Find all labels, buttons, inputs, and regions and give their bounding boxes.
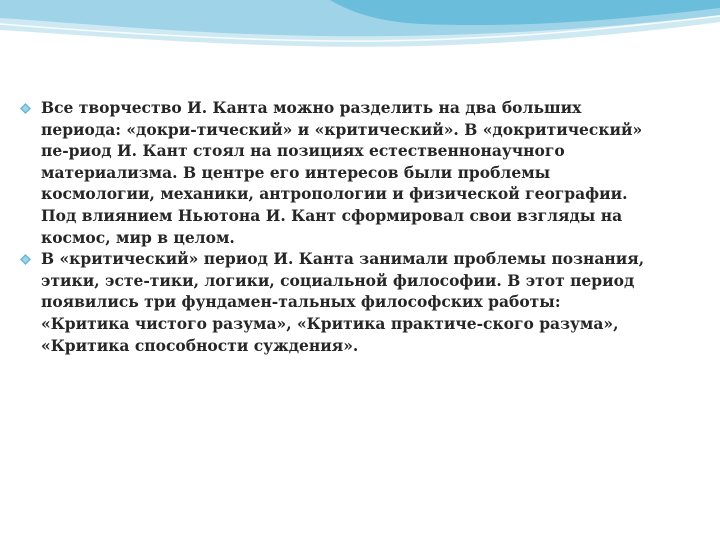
diamond-bullet-icon — [20, 103, 31, 114]
text-line: периода: «докри-тический» и «критический». В «докритический» — [41, 119, 643, 139]
text-line: космологии, механики, антропологии и физической географии. — [41, 184, 628, 204]
text-line: пе-риод И. Кант стоял на позициях естественнонаучного — [41, 141, 565, 161]
bullet-item-2 — [20, 248, 700, 356]
header-wave-decoration — [0, 0, 720, 80]
bullet-item-1 — [20, 97, 700, 248]
text-line: появились три фундамен-тальных философских работы: — [41, 292, 561, 312]
text-line: космос, мир в целом. — [41, 227, 235, 247]
text-line: «Критика способности суждения». — [41, 335, 359, 355]
text-line: «Критика чистого разума», «Критика практиче-ского разума», — [41, 313, 619, 333]
text-line: Под влиянием Ньютона И. Кант сформировал свои взгляды на — [41, 205, 623, 225]
text-line: В «критический» период И. Канта занимали проблемы познания, — [41, 249, 645, 269]
text-line: материализма. В центре его интересов были проблемы — [41, 162, 551, 182]
text-line: Все творчество И. Канта можно разделить на два больших — [41, 98, 582, 117]
text-line: этики, эсте-тики, логики, социальной философии. В этот период — [41, 270, 635, 290]
diamond-bullet-icon — [20, 254, 31, 265]
slide-content — [20, 97, 700, 356]
bullet-list — [20, 97, 700, 356]
